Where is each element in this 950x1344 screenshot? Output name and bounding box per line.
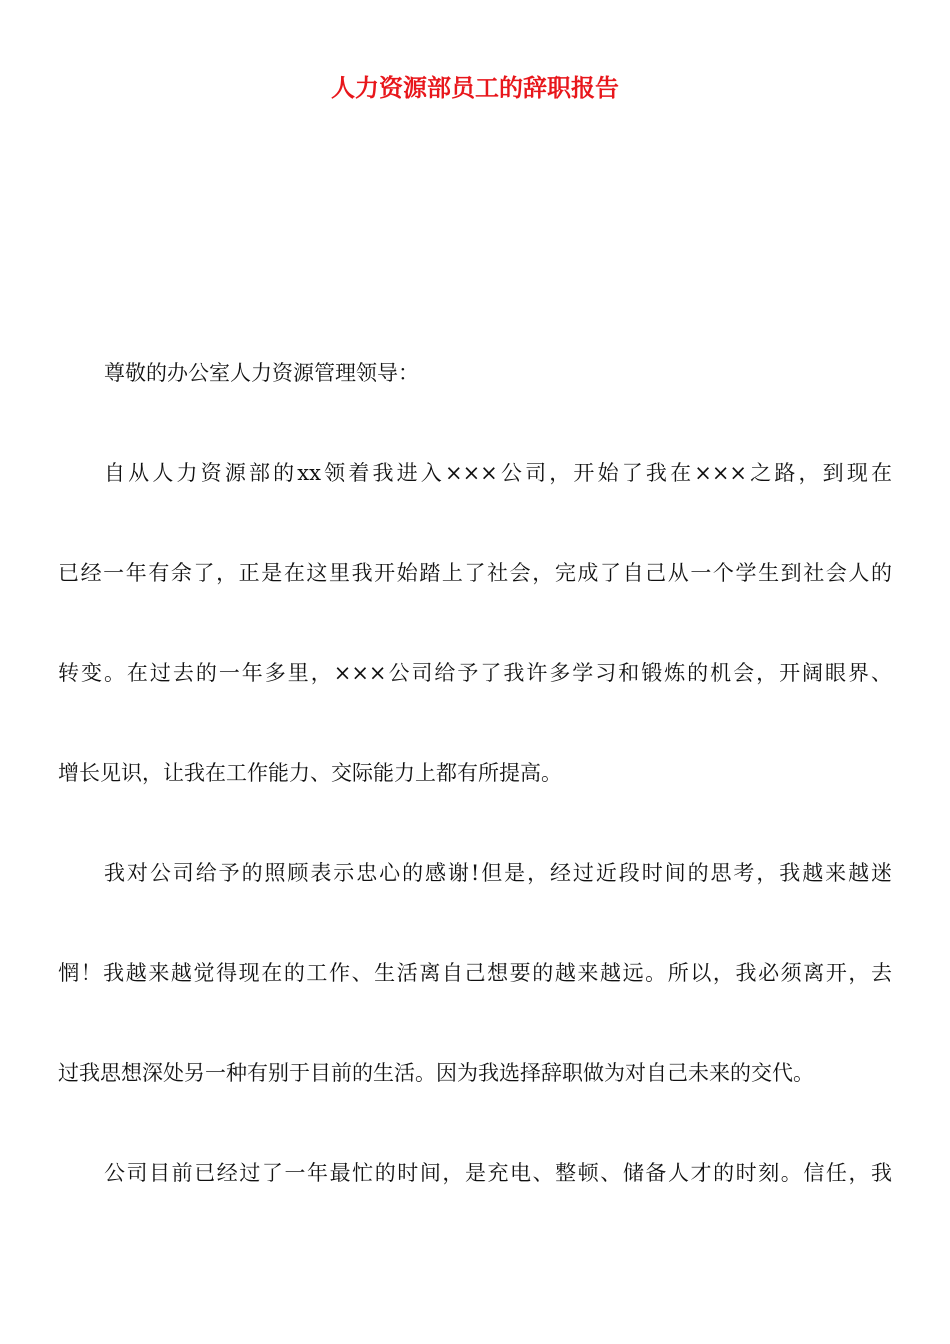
salutation: 尊敬的办公室人力资源管理领导： xyxy=(104,361,419,385)
paragraph-3-line-1: 公司目前已经过了一年最忙的时间，是充电、整顿、储备人才的时刻。信任，我 xyxy=(104,1161,892,1185)
paragraph-2-line-2: 惘！我越来越觉得现在的工作、生活离自己想要的越来越远。所以，我必须离开，去 xyxy=(58,961,892,985)
paragraph-1-line-2: 已经一年有余了，正是在这里我开始踏上了社会，完成了自己从一个学生到社会人的 xyxy=(58,561,892,585)
paragraph-1-line-1: 自从人力资源部的xx领着我进入×××公司，开始了我在×××之路，到现在 xyxy=(104,461,892,485)
paragraph-1-line-3: 转变。在过去的一年多里，×××公司给予了我许多学习和锻炼的机会，开阔眼界、 xyxy=(58,661,892,685)
paragraph-2-line-3: 过我思想深处另一种有别于目前的生活。因为我选择辞职做为对自己未来的交代。 xyxy=(58,1061,814,1085)
paragraph-1-line-4: 增长见识，让我在工作能力、交际能力上都有所提高。 xyxy=(58,761,562,785)
paragraph-2-line-1: 我对公司给予的照顾表示忠心的感谢!但是，经过近段时间的思考，我越来越迷 xyxy=(104,861,892,885)
document-title: 人力资源部员工的辞职报告 xyxy=(331,74,619,102)
